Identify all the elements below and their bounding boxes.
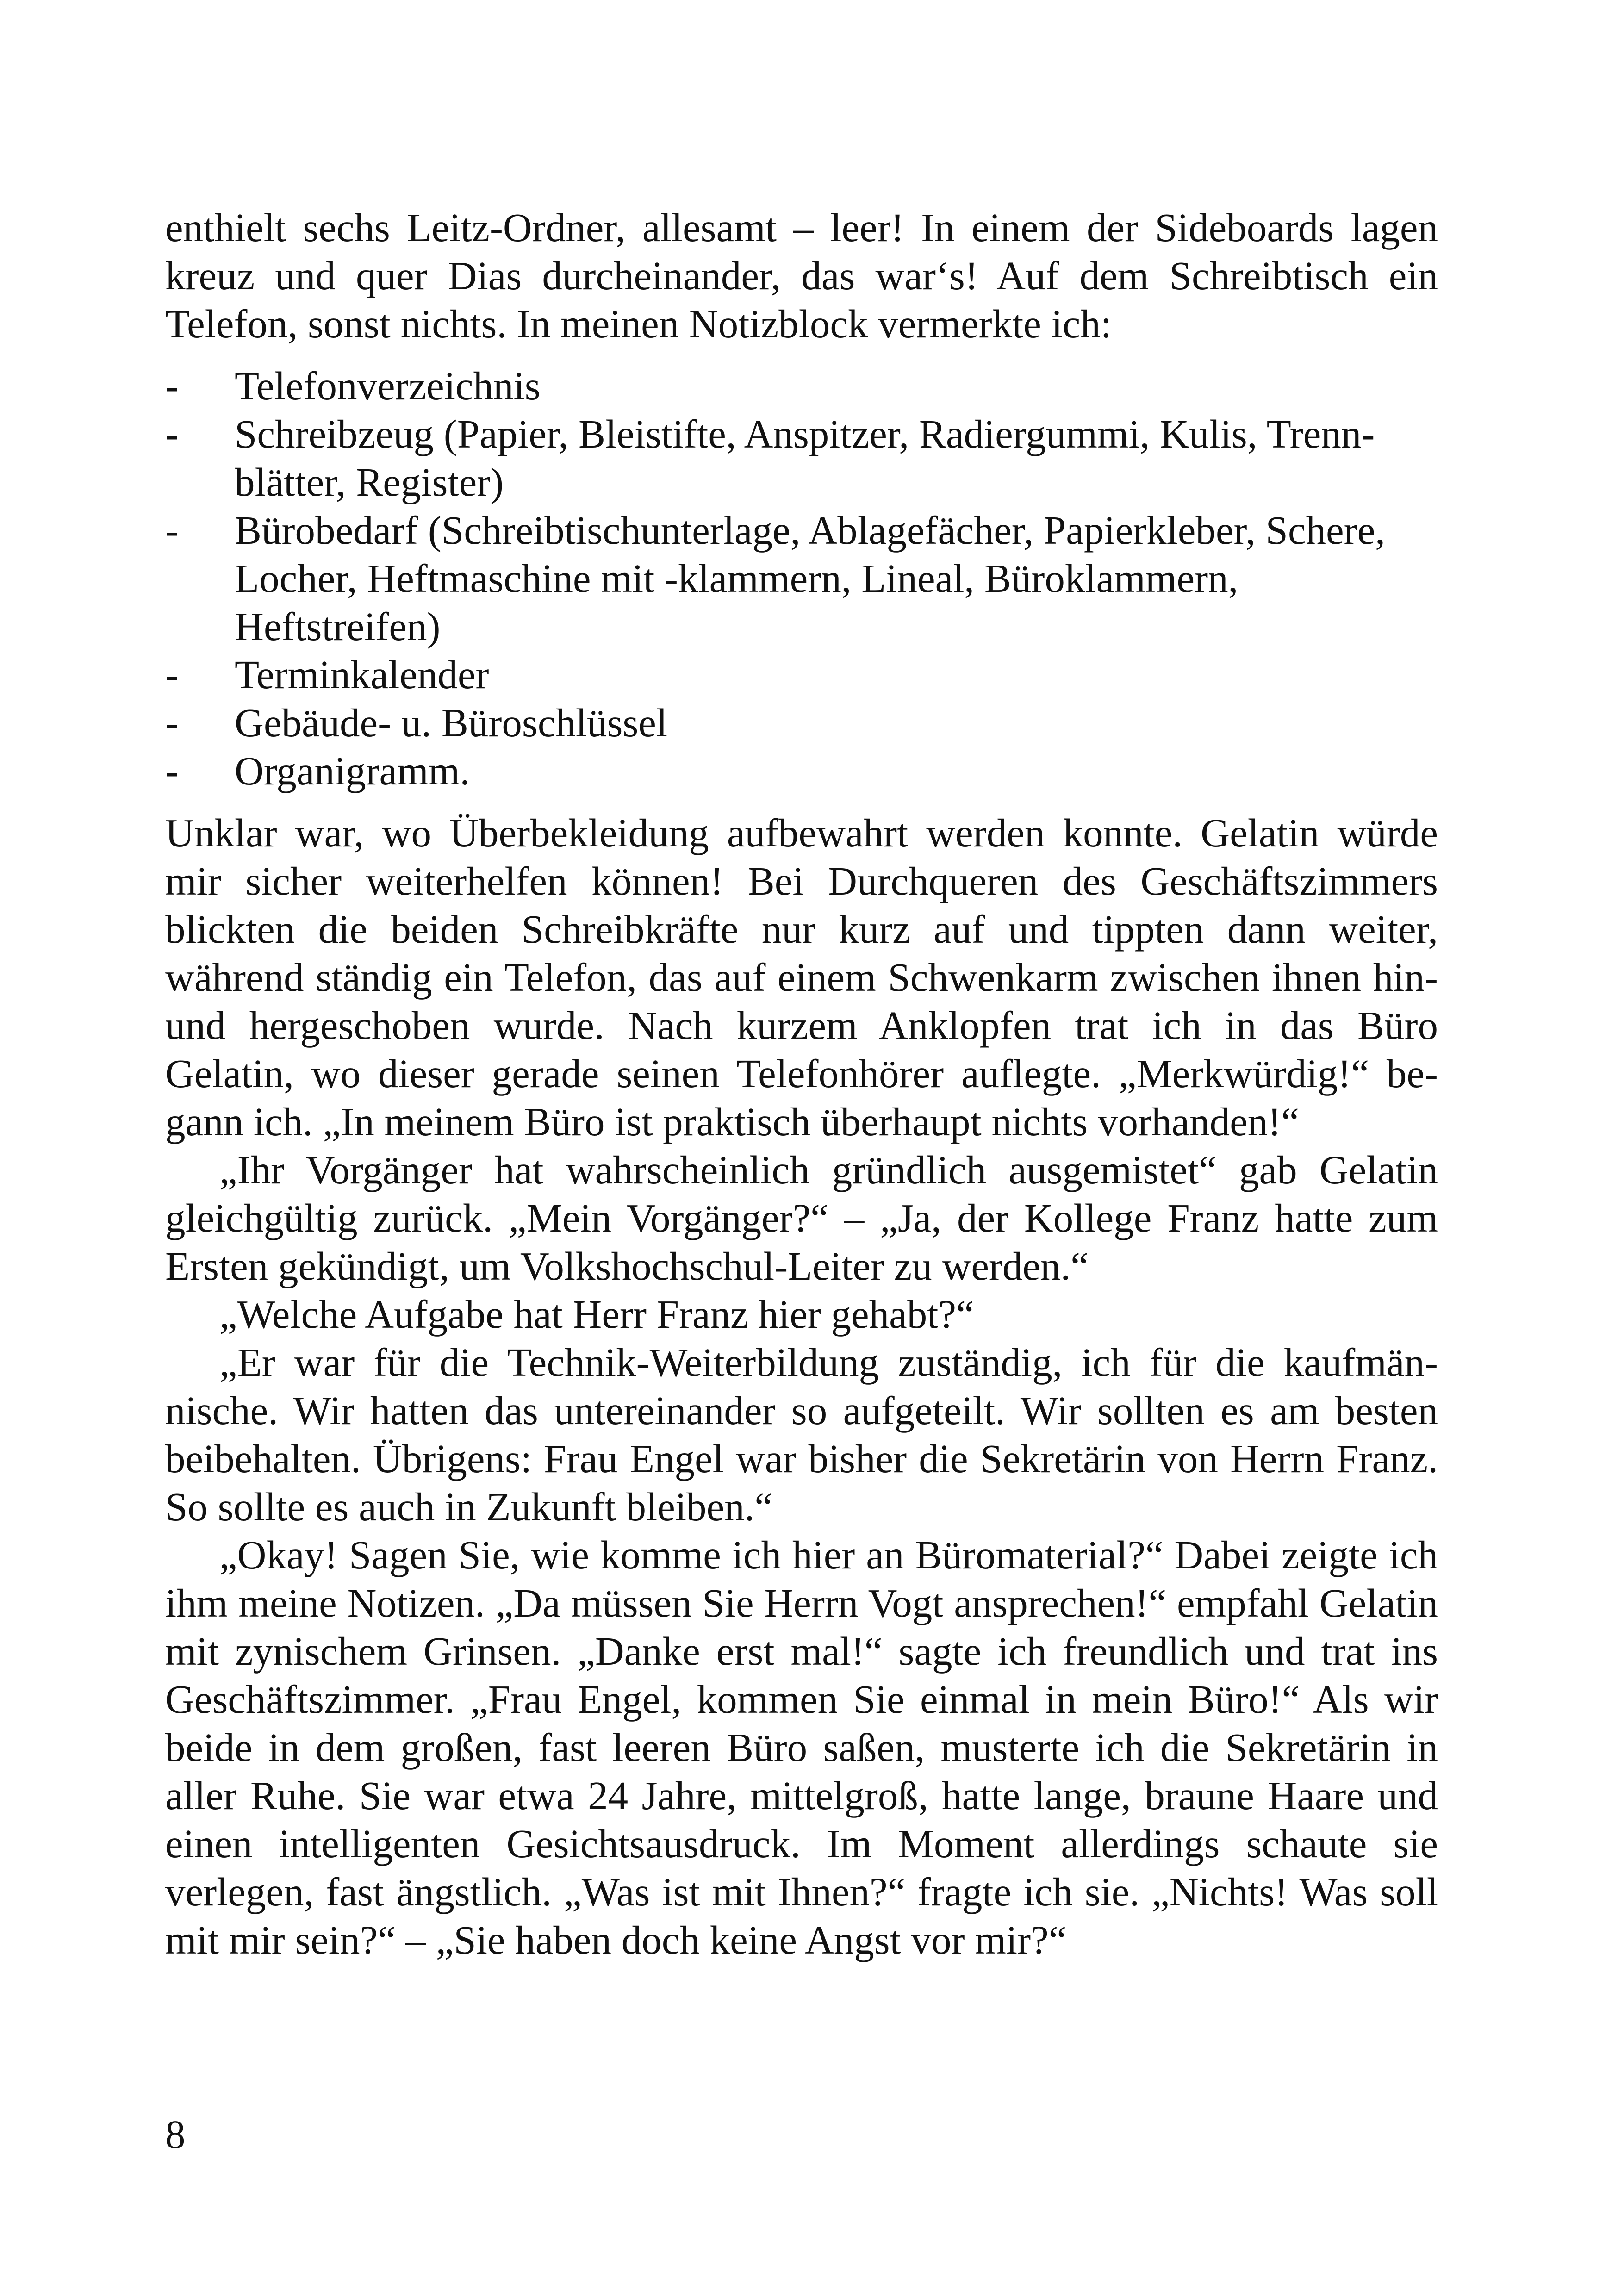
list-item-text: Gebäude- u. Büroschlüssel: [235, 700, 668, 745]
body-paragraph: „Er war für die Technik-Weiterbildung zuständig, ich für die kaufmännische. Wir hatten das untereinander so aufgeteilt. Wir sollten es am besten beibehalten. Übrigens: Frau Engel war bisher die Sekretärin von Herrn Franz. So sollte es auch in Zukunft bleiben.“: [165, 1340, 1438, 1529]
page-body: [165, 204, 1438, 1964]
body-paragraph: Unklar war, wo Überbekleidung aufbewahrt werden konnte. Gelatin würde mir sicher weiterhelfen können! Bei Durchqueren des Geschäftszimmers blickten die beiden Schreibkräfte nur kurz auf und tippten dann weiter, während ständig ein Telefon, das auf einem Schwenkarm zwischen ihnen hin- und hergeschoben wurde. Nach kurzem Anklopfen trat ich in das Büro Gelatin, wo dieser gerade seinen Telefonhörer auflegte. „Merkwürdig!“ begann ich. „In meinem Büro ist praktisch überhaupt nichts vorhanden!“: [165, 810, 1438, 1144]
list-item-text: Terminkalender: [235, 652, 489, 697]
list-item: [165, 362, 1438, 410]
list-marker: -: [165, 652, 179, 697]
list-item: [165, 506, 1438, 651]
body-paragraph: „Welche Aufgabe hat Herr Franz hier gehabt?“: [219, 1292, 974, 1337]
list-item-text: Bürobedarf (Schreibtischunterlage, Ablagefächer, Papierkleber, Schere, Locher, Heftmaschine mit -klammern, Lineal, Büroklammern, Heftstreifen): [235, 508, 1385, 649]
list-marker: -: [165, 508, 179, 553]
notes-list: [165, 362, 1438, 795]
list-item: [165, 699, 1438, 747]
body-paragraph: „Okay! Sagen Sie, wie komme ich hier an Büromaterial?“ Dabei zeigte ich ihm meine Notizen. „Da müssen Sie Herrn Vogt ansprechen!“ empfahl Gelatin mit zynischem Grinsen. „Danke erst mal!“ sagte ich freundlich und trat ins Geschäftszimmer. „Frau Engel, kommen Sie einmal in mein Büro!“ Als wir beide in dem großen, fast leeren Büro saßen, musterte ich die Sekretärin in aller Ruhe. Sie war etwa 24 Jahre, mittelgroß, hatte lange, braune Haare und einen intelligenten Gesichtsausdruck. Im Moment allerdings schaute sie verlegen, fast ängstlich. „Was ist mit Ihnen?“ fragte ich sie. „Nichts! Was soll mit mir sein?“ – „Sie haben doch keine Angst vor mir?“: [165, 1532, 1438, 1962]
page-number: 8: [165, 2112, 186, 2157]
intro-paragraph: enthielt sechs Leitz-Ordner, allesamt – leer! In einem der Sideboards lagen kreuz und quer Dias durcheinander, das war‘s! Auf dem Schreibtisch ein Telefon, sonst nichts. In meinen Notizblock vermerkte ich:: [165, 205, 1438, 346]
list-marker: -: [165, 411, 179, 456]
list-item-text: Telefonverzeichnis: [235, 363, 541, 408]
body-paragraph: „Ihr Vorgänger hat wahrscheinlich gründlich ausgemistet“ gab Gelatin gleichgültig zurück. „Mein Vorgänger?“ – „Ja, der Kollege Franz hatte zum Ersten gekündigt, um Volkshochschul-Leiter zu werden.“: [165, 1147, 1438, 1288]
list-marker: -: [165, 363, 179, 408]
list-item: [165, 651, 1438, 699]
list-marker: -: [165, 748, 179, 793]
list-marker: -: [165, 700, 179, 745]
list-item: [165, 747, 1438, 795]
list-item-text: Organigramm.: [235, 748, 470, 793]
list-item-text: Schreibzeug (Papier, Bleistifte, Anspitzer, Radiergummi, Kulis, Trennblätter, Register): [235, 411, 1375, 504]
list-item: [165, 410, 1438, 506]
